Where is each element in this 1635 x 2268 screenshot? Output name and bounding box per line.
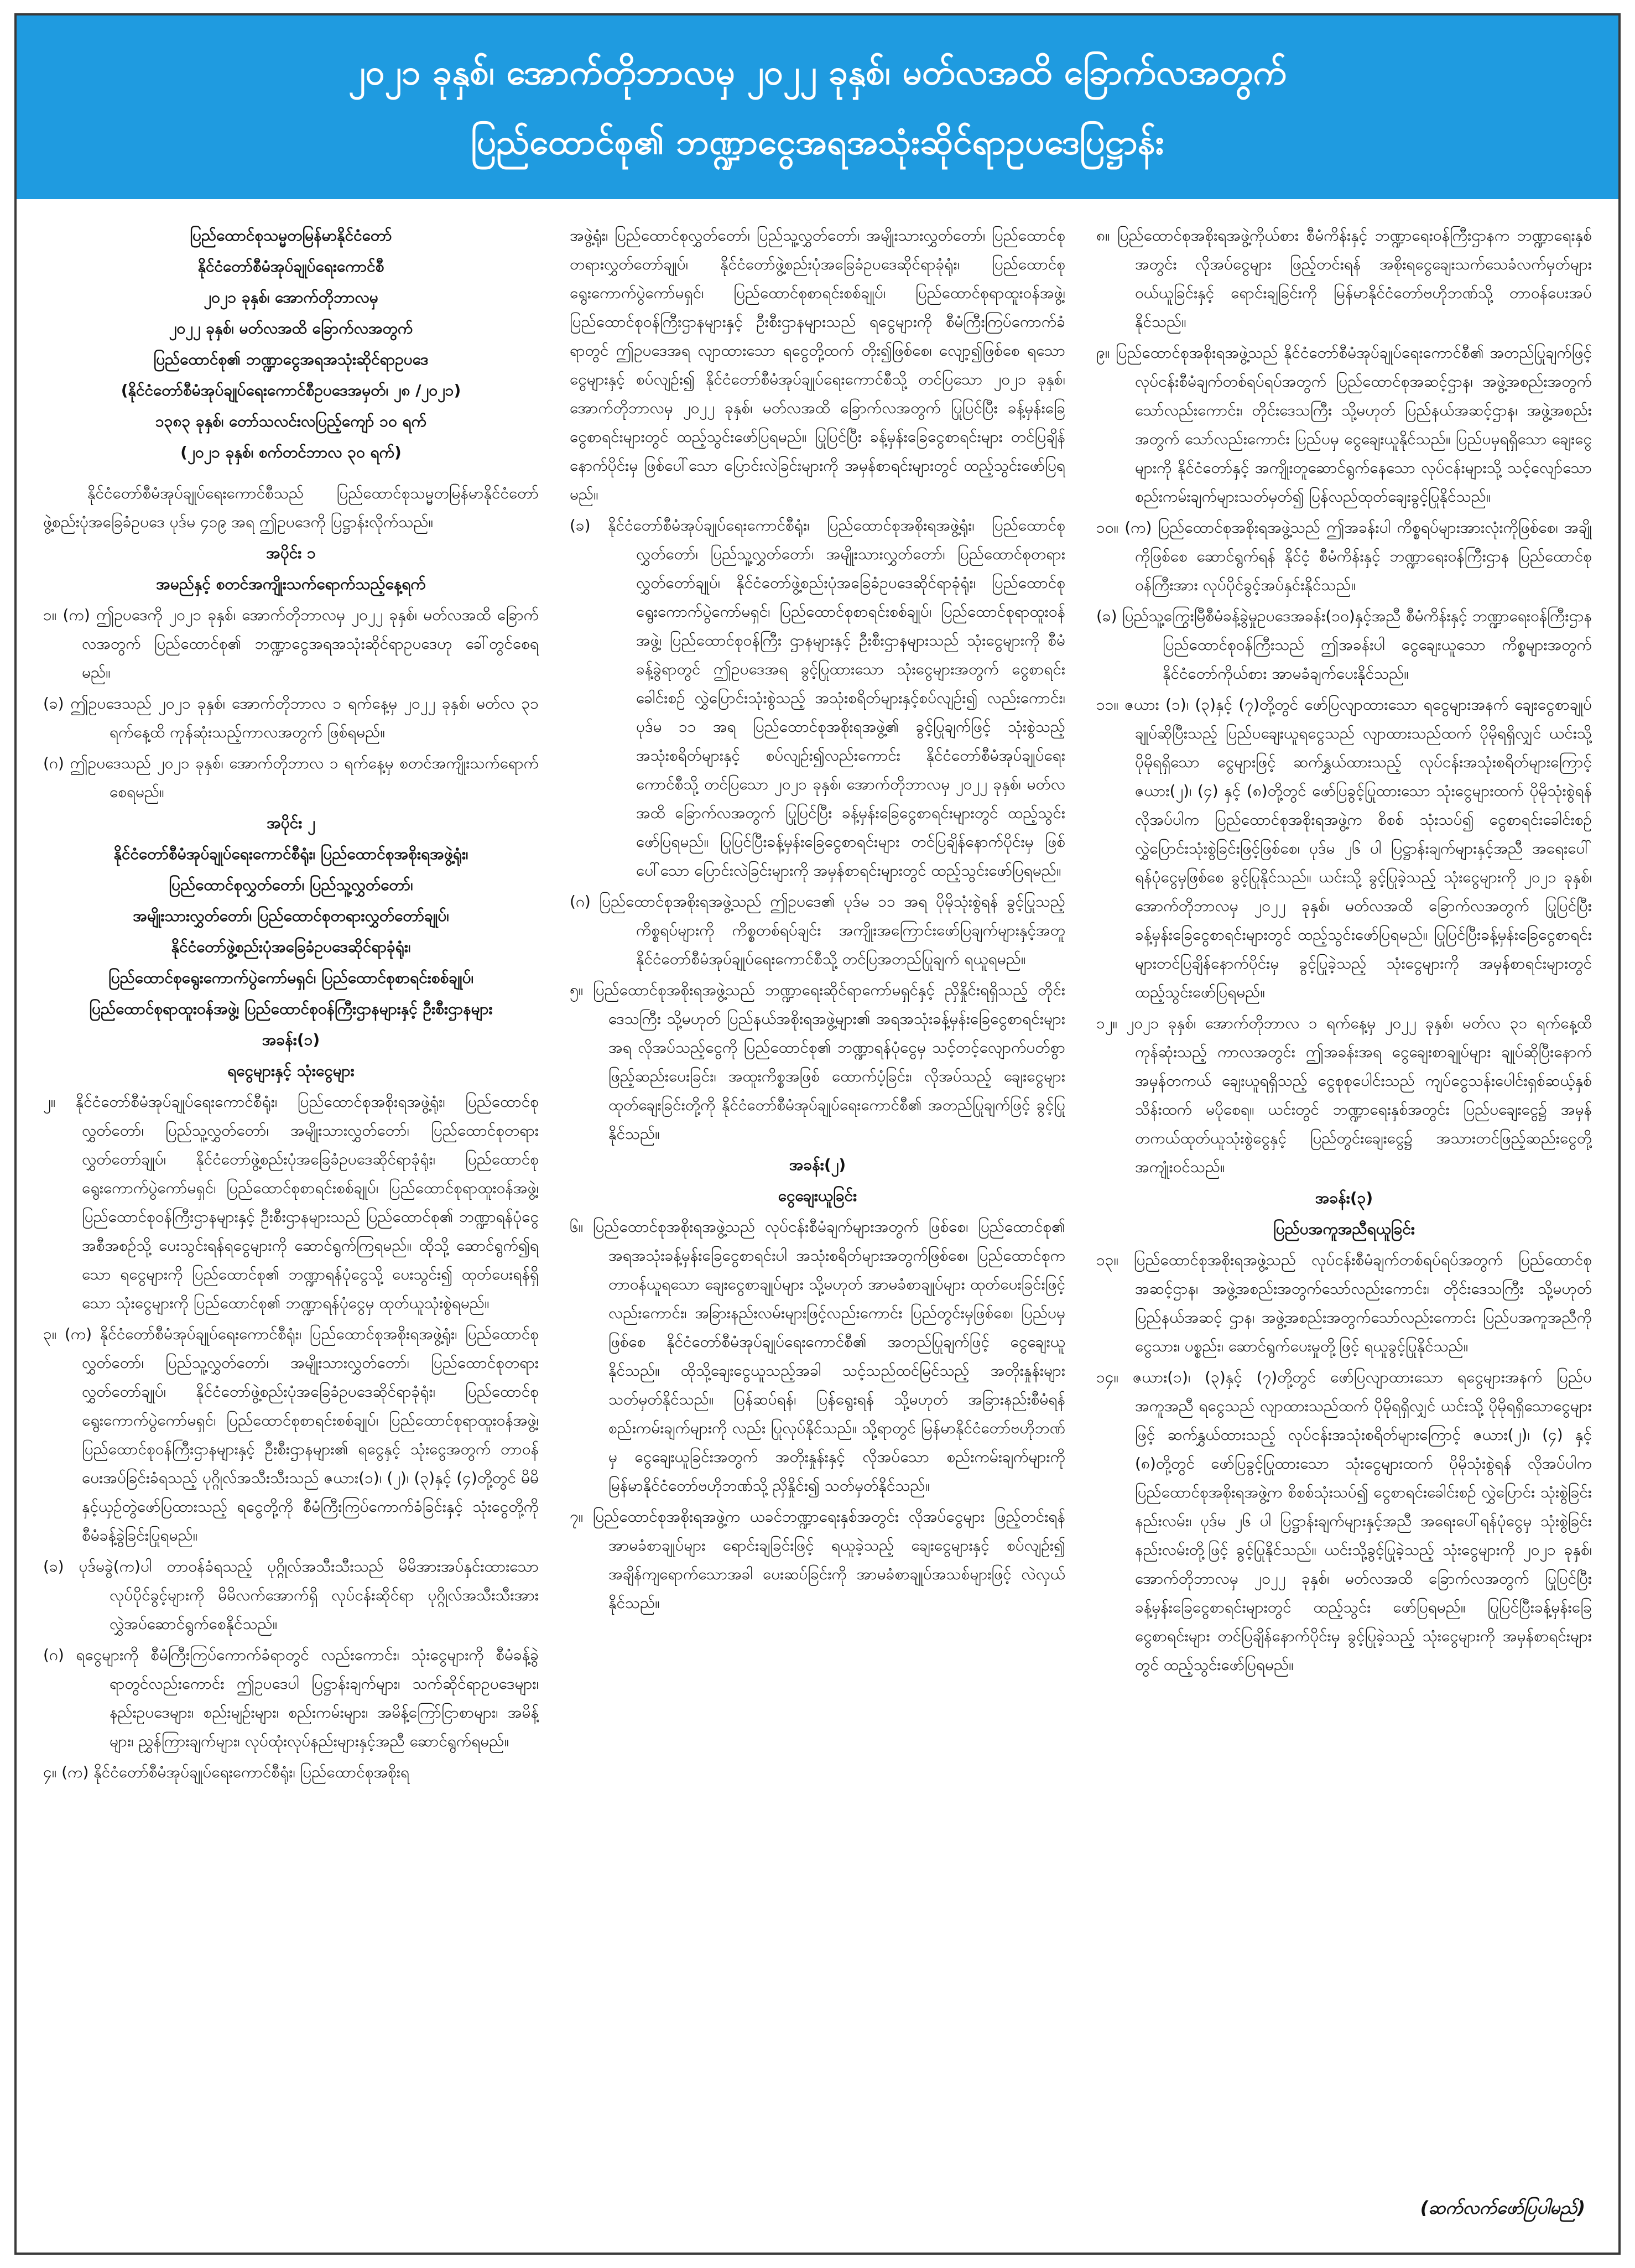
section-14: ၁၄။ ဇယား(၁)၊ (၃)နှင့် (၇)တို့တွင် ဖော်ပြလျာထားသော ရငွေများအနက် ပြည်ပအကူအညီ ရငွေသည် လျာထားသည်ထက် ပိုမိုရရှိလျှင် ယင်းသို့ ပိုမိုရရှိသောငွေများဖြင့် ဆက်နွှယ်ထားသည့် လုပ်ငန်းအသုံးစရိတ်များကြောင့် ဇယား(၂)၊ (၄) နှင့် (၈)တို့တွင် ဖော်ပြခွင့်ပြုထားသော သုံးငွေများထက် ပိုမိုသုံးစွဲရန် လိုအပ်ပါက ပြည်ထောင်စုအစိုးရအဖွဲ့က စိစစ်သုံးသပ်၍ ငွေစာရင်းခေါင်းစဉ် လွှဲပြောင်း သုံးစွဲခြင်းနည်းလမ်း၊ ပုဒ်မ ၂၆ ပါ ပြဋ္ဌာန်းချက်များနှင့်အညီ အရေးပေါ်ရန်ပုံငွေမှ သုံးစွဲခြင်းနည်းလမ်းတို့ဖြင့် ခွင့်ပြုနိုင်သည်။ ယင်းသို့ခွင့်ပြုခဲ့သည့် သုံးငွေများကို ၂၀၂၁ ခုနှစ်၊ အောက်တိုဘာလမှ ၂၀၂၂ ခုနှစ်၊ မတ်လအထိ ခြောက်လအတွက် ပြုပြင်ပြီးခန့်မှန်းခြေငွေစာရင်းများတွင် ထည့်သွင်း ဖော်ပြရမည်။ ပြုပြင်ပြီးခန့်မှန်းခြေငွေစာရင်းများ တင်ပြချိန်နောက်ပိုင်းမှ ခွင့်ပြုခဲ့သည့် သုံးငွေများကို အမှန်စာရင်းများတွင် ထည့်သွင်းဖော်ပြရမည်။ bbox=[1096, 1368, 1592, 1674]
chapter-1-title: အပိုင်း ၁ bbox=[266, 544, 316, 562]
section-13: ၁၃။ ပြည်ထောင်စုအစိုးရအဖွဲ့သည် လုပ်ငန်းစီမံချက်တစ်ရပ်ရပ်အတွက် ပြည်ထောင်စုအဆင့်ဌာန၊ အဖွဲ့အစည်းအတွက်သော်လည်းကောင်း၊ တိုင်းဒေသကြီး သို့မဟုတ် ပြည်နယ်အဆင့် ဌာန၊ အဖွဲ့အစည်းအတွက်သော်လည်းကောင်း ပြည်ပအကူအညီကို ငွေသား၊ ပစ္စည်း၊ ဆောင်ရွက်ပေးမှုတို့ဖြင့် ရယူခွင့်ပြုနိုင်သည်။ bbox=[1096, 1251, 1592, 1355]
chapter-1-subtitle: အမည်နှင့် စတင်အကျိုးသက်ရောက်သည့်နေ့ရက် bbox=[156, 575, 426, 593]
section-10b: (ခ) ပြည်သူ့ကြွေးမြီစီမံခန့်ခွဲမှုဥပဒေအခန်း(၁၀)နှင့်အညီ စီမံကိန်းနှင့် ဘဏ္ဍာရေးဝန်ကြီးဌာန ပြည်ထောင်စုဝန်ကြီးသည် ဤအခန်းပါ ငွေချေးယူသော ကိစ္စများအတွက် နိုင်ငံတော်ကိုယ်စား အာမခံချက်ပေးနိုင်သည်။ bbox=[1096, 607, 1592, 683]
section-12: ၁၂။ ၂၀၂၁ ခုနှစ်၊ အောက်တိုဘာလ ၁ ရက်နေ့မှ ၂၀၂၂ ခုနှစ်၊ မတ်လ ၃၁ ရက်နေ့ထိ ကုန်ဆုံးသည့် ကာလအတွင်း ဤအခန်းအရ ငွေချေးစာချုပ်များ ချုပ်ဆိုပြီးနောက် အမှန်တကယ် ချေးယူရရှိသည့် ငွေစုစုပေါင်းသည် ကျပ်ငွေသန်းပေါင်းရှစ်ဆယ့်နှစ်သိန်းထက် မပိုစေရ။ ယင်းတွင် ဘဏ္ဍာရေးနှစ်အတွင်း ပြည်ပချေးငွေ၌ အမှန်တကယ်ထုတ်ယူသုံးစွဲငွေနှင့် ပြည်တွင်းချေးငွေ၌ အသားတင်ဖြည့်ဆည်းငွေတို့ အကျုံးဝင်သည်။ bbox=[1096, 1014, 1592, 1176]
section-8: ၈။ ပြည်ထောင်စုအစိုးရအဖွဲ့ကိုယ်စား စီမံကိန်းနှင့် ဘဏ္ဍာရေးဝန်ကြီးဌာနက ဘဏ္ဍာရေးနှစ်အတွင်း လိုအပ်ငွေများ ဖြည့်တင်းရန် အစိုးရငွေချေးသက်သေခံလက်မှတ်များ ဝယ်ယူခြင်းနှင့် ရောင်းချခြင်းကို မြန်မာနိုင်ငံတော်ဗဟိုဘဏ်သို့ တာဝန်ပေးအပ်နိုင်သည်။ bbox=[1096, 226, 1592, 331]
section-group-1-title: အခန်း(၁) bbox=[262, 1031, 320, 1049]
title-line-1: ၂၀၂၁ ခုနှစ်၊ အောက်တိုဘာလမှ ၂၀၂၂ ခုနှစ်၊ မတ်လအထိ ခြောက်လအတွက် bbox=[348, 52, 1287, 92]
continued-note: (ဆက်လက်ဖော်ပြပါမည်) bbox=[1420, 2197, 1585, 2218]
section-3a: ၃။ (က) နိုင်ငံတော်စီမံအုပ်ချုပ်ရေးကောင်စီရုံး၊ ပြည်ထောင်စုအစိုးရအဖွဲ့ရုံး၊ ပြည်ထောင်စုလွှတ်တော်၊ ပြည်သူ့လွှတ်တော်၊ အမျိုးသားလွှတ်တော်၊ ပြည်ထောင်စုတရားလွှတ်တော်ချုပ်၊ နိုင်ငံတော်ဖွဲ့စည်းပုံအခြေခံဥပဒေဆိုင်ရာခုံရုံး၊ ပြည်ထောင်စုရွေးကောက်ပွဲကော်မရှင်၊ ပြည်ထောင်စုစာရင်းစစ်ချုပ်၊ ပြည်ထောင်စုရာထူးဝန်အဖွဲ့၊ ပြည်ထောင်စုဝန်ကြီးဌာနများနှင့် ဦးစီးဌာနများ၏ ရငွေနှင့် သုံးငွေအတွက် တာဝန်ပေးအပ်ခြင်းခံရသည့် ပုဂ္ဂိုလ်အသီးသီးသည် ဇယား(၁)၊ (၂)၊ (၃)နှင့် (၄)တို့တွင် မိမိနှင့်ယှဉ်တွဲဖော်ပြထားသည့် ရငွေတို့ကို စီမံကြီးကြပ်ကောက်ခံခြင်းနှင့် သုံးငွေတို့ကို စီမံခန့်ခွဲခြင်းပြုရမည်။ bbox=[43, 1325, 539, 1544]
section-group-2-title: အခန်း(၂) bbox=[789, 1156, 846, 1174]
header-line: (၂၀၂၁ ခုနှစ်၊ စက်တင်ဘာလ ၃၀ ရက်) bbox=[180, 443, 402, 461]
subtitle-line: နိုင်ငံတော်စီမံအုပ်ချုပ်ရေးကောင်စီရုံး၊ ပြည်ထောင်စုအစိုးရအဖွဲ့ရုံး၊ bbox=[113, 845, 468, 863]
header-line: ၁၃၈၃ ခုနှစ်၊ တော်သလင်းလပြည့်ကျော် ၁၀ ရက် bbox=[155, 412, 427, 430]
section-5: ၅။ ပြည်ထောင်စုအစိုးရအဖွဲ့သည် ဘဏ္ဍာရေးဆိုင်ရာကော်မရှင်နှင့် ညှိနှိုင်းရရှိသည့် တိုင်းဒေသကြီး သို့မဟုတ် ပြည်နယ်အစိုးရအဖွဲ့များ၏ အရအသုံးခန့်မှန်းခြေငွေစာရင်းများအရ လိုအပ်သည့်ငွေကို ပြည်ထောင်စု၏ ဘဏ္ဍာရန်ပုံငွေမှ သင့်တင့်လျောက်ပတ်စွာ ဖြည့်ဆည်းပေးခြင်း၊ အထူးကိစ္စအဖြစ် ထောက်ပံ့ခြင်း၊ လိုအပ်သည့် ချေးငွေများ ထုတ်ချေးခြင်းတို့ကို နိုင်ငံတော်စီမံအုပ်ချုပ်ရေးကောင်စီ၏ အတည်ပြုချက်ဖြင့် ခွင့်ပြုနိုင်သည်။ bbox=[570, 981, 1065, 1143]
chapter-2-subtitle bbox=[43, 840, 539, 1023]
header-line: ပြည်ထောင်စုသမ္မတမြန်မာနိုင်ငံတော် bbox=[190, 226, 392, 245]
section-group-3-subtitle: ပြည်ပအကူအညီရယူခြင်း bbox=[1273, 1220, 1415, 1238]
section-10a: ၁၀။ (က) ပြည်ထောင်စုအစိုးရအဖွဲ့သည် ဤအခန်းပါ ကိစ္စရပ်များအားလုံးကိုဖြစ်စေ၊ အချို့ကိုဖြစ်စေ ဆောင်ရွက်ရန် နိုင်ငံ့ စီမံကိန်းနှင့် ဘဏ္ဍာရေးဝန်ကြီးဌာန ပြည်ထောင်စုဝန်ကြီးအား လုပ်ပိုင်ခွင့်အပ်နှင်းနိုင်သည်။ bbox=[1096, 518, 1592, 594]
section-1c: (ဂ) ဤဥပဒေသည် ၂၀၂၁ ခုနှစ်၊ အောက်တိုဘာလ ၁ ရက်နေ့မှ စတင်အကျိုးသက်ရောက် စေရမည်။ bbox=[43, 754, 539, 801]
subtitle-line: အမျိုးသားလွှတ်တော်၊ ပြည်ထောင်စုတရားလွှတ်တော်ချုပ်၊ bbox=[133, 907, 449, 925]
header-line: (နိုင်ငံတော်စီမံအုပ်ချုပ်ရေးကောင်စီဥပဒေအမှတ်၊ ၂၈ /၂၀၂၁) bbox=[121, 381, 461, 399]
section-3b: (ခ) ပုဒ်မခွဲ(က)ပါ တာဝန်ခံရသည့် ပုဂ္ဂိုလ်အသီးသီးသည် မိမိအားအပ်နှင်းထားသော လုပ်ပိုင်ခွင့်များကို မိမိလက်အောက်ရှိ လုပ်ငန်းဆိုင်ရာ ပုဂ္ဂိုလ်အသီးသီးအား လွှဲအပ်ဆောင်ရွက်စေနိုင်သည်။ bbox=[43, 1557, 539, 1633]
subtitle-line: ပြည်ထောင်စုလွှတ်တော်၊ ပြည်သူ့လွှတ်တော်၊ bbox=[169, 876, 413, 894]
section-group-2-subtitle: ငွေချေးယူခြင်း bbox=[778, 1187, 857, 1205]
intro-paragraph: နိုင်ငံတော်စီမံအုပ်ချုပ်ရေးကောင်စီသည် ပြည်ထောင်စုသမ္မတမြန်မာနိုင်ငံတော် ဖွဲ့စည်းပုံအခြေခံဥပဒေ ပုဒ်မ ၄၁၉ အရ ဤဥပဒေကို ပြဋ္ဌာန်းလိုက်သည်။ bbox=[43, 484, 539, 531]
header-line: ၂၀၂၁ ခုနှစ်၊ အောက်တိုဘာလမှ bbox=[204, 288, 378, 306]
section-4c: (ဂ) ပြည်ထောင်စုအစိုးရအဖွဲ့သည် ဤဥပဒေ၏ ပုဒ်မ ၁၁ အရ ပိုမိုသုံးစွဲရန် ခွင့်ပြုသည့် ကိစ္စရပ်များကို ကိစ္စတစ်ရပ်ချင်း အကျိုးအကြောင်းဖော်ပြချက်များနှင့်အတူ နိုင်ငံတော်စီမံအုပ်ချုပ်ရေးကောင်စီသို့ တင်ပြအတည်ပြုချက် ရယူရမည်။ bbox=[570, 892, 1065, 968]
title-banner bbox=[17, 15, 1618, 199]
section-3c: (ဂ) ရငွေများကို စီမံကြီးကြပ်ကောက်ခံရာတွင် လည်းကောင်း၊ သုံးငွေများကို စီမံခန့်ခွဲရာတွင်လည်းကောင်း ဤဥပဒေပါ ပြဋ္ဌာန်းချက်များ၊ သက်ဆိုင်ရာဥပဒေများ၊ နည်းဥပဒေများ၊ စည်းမျဉ်းများ၊ စည်းကမ်းများ၊ အမိန့်ကြော်ငြာစာများ၊ အမိန့်များ၊ ညွှန်ကြားချက်များ၊ လုပ်ထုံးလုပ်နည်းများနှင့်အညီ ဆောင်ရွက်ရမည်။ bbox=[43, 1646, 539, 1750]
section-4b: (ခ) နိုင်ငံတော်စီမံအုပ်ချုပ်ရေးကောင်စီရုံး၊ ပြည်ထောင်စုအစိုးရအဖွဲ့ရုံး၊ ပြည်ထောင်စုလွှတ်တော်၊ ပြည်သူ့လွှတ်တော်၊ အမျိုးသားလွှတ်တော်၊ ပြည်ထောင်စုတရားလွှတ်တော်ချုပ်၊ နိုင်ငံတော်ဖွဲ့စည်းပုံအခြေခံဥပဒေဆိုင်ရာခုံရုံး၊ ပြည်ထောင်စုရွေးကောက်ပွဲကော်မရှင်၊ ပြည်ထောင်စုစာရင်းစစ်ချုပ်၊ ပြည်ထောင်စုရာထူးဝန်အဖွဲ့၊ ပြည်ထောင်စုဝန်ကြီး ဌာနများနှင့် ဦးစီးဌာနများသည် သုံးငွေများကို စီမံခန့်ခွဲရာတွင် ဤဥပဒေအရ ခွင့်ပြုထားသော သုံးငွေများအတွက် ငွေစာရင်းခေါင်းစဉ် လွှဲပြောင်းသုံးစွဲသည့် အသုံးစရိတ်များနှင့်စပ်လျဉ်း၍ လည်းကောင်း၊ ပုဒ်မ ၁၁ အရ ပြည်ထောင်စုအစိုးရအဖွဲ့၏ ခွင့်ပြုချက်ဖြင့် သုံးစွဲသည့် အသုံးစရိတ်များနှင့် စပ်လျဉ်း၍လည်းကောင်း နိုင်ငံတော်စီမံအုပ်ချုပ်ရေးကောင်စီသို့ တင်ပြသော ၂၀၂၁ ခုနှစ်၊ အောက်တိုဘာလမှ ၂၀၂၂ ခုနှစ်၊ မတ်လအထိ ခြောက်လအတွက် ပြုပြင်ပြီး ခန့်မှန်းခြေငွေစာရင်းများတွင် ထည့်သွင်းဖော်ပြရမည်။ ပြုပြင်ပြီးခန့်မှန်းခြေငွေစာရင်းများ တင်ပြချိန်နောက်ပိုင်းမှ ဖြစ်ပေါ်သော ပြောင်းလဲခြင်းများကို အမှန်စာရင်းများတွင် ထည့်သွင်းဖော်ပြရမည်။ bbox=[570, 516, 1065, 880]
subtitle-line: ပြည်ထောင်စုရာထူးဝန်အဖွဲ့၊ ပြည်ထောင်စုဝန်ကြီးဌာနများနှင့် ဦးစီးဌာနများ bbox=[89, 1000, 493, 1018]
section-9: ၉။ ပြည်ထောင်စုအစိုးရအဖွဲ့သည် နိုင်ငံတော်စီမံအုပ်ချုပ်ရေးကောင်စီ၏ အတည်ပြုချက်ဖြင့် လုပ်ငန်းစီမံချက်တစ်ရပ်ရပ်အတွက် ပြည်ထောင်စုအဆင့်ဌာန၊ အဖွဲ့အစည်းအတွက်သော်လည်းကောင်း၊ တိုင်းဒေသကြီး သို့မဟုတ် ပြည်နယ်အဆင့်ဌာန၊ အဖွဲ့အစည်းအတွက် သော်လည်းကောင်း ပြည်ပမှ ငွေချေးယူနိုင်သည်။ ပြည်ပမှရရှိသော ချေးငွေများကို နိုင်ငံတော်နှင့် အကျိုးတူဆောင်ရွက်နေသော လုပ်ငန်းများသို့ သင့်လျော်သော စည်းကမ်းချက်များသတ်မှတ်၍ ပြန်လည်ထုတ်ချေးခွင့်ပြုနိုင်သည်။ bbox=[1096, 344, 1592, 506]
section-group-3-title: အခန်း(၃) bbox=[1315, 1189, 1373, 1207]
article-body bbox=[43, 221, 1592, 2191]
subtitle-line: နိုင်ငံတော်ဖွဲ့စည်းပုံအခြေခံဥပဒေဆိုင်ရာခုံရုံး၊ bbox=[171, 938, 411, 956]
header-line: ပြည်ထောင်စု၏ ဘဏ္ဍာငွေအရအသုံးဆိုင်ရာဥပဒေ bbox=[153, 350, 429, 368]
section-2: ၂။ နိုင်ငံတော်စီမံအုပ်ချုပ်ရေးကောင်စီရုံး၊ ပြည်ထောင်စုအစိုးရအဖွဲ့ရုံး၊ ပြည်ထောင်စုလွှတ်တော်၊ ပြည်သူ့လွှတ်တော်၊ အမျိုးသားလွှတ်တော်၊ ပြည်ထောင်စုတရားလွှတ်တော်ချုပ်၊ နိုင်ငံတော်ဖွဲ့စည်းပုံအခြေခံဥပဒေဆိုင်ရာခုံရုံး၊ ပြည်ထောင်စုရွေးကောက်ပွဲကော်မရှင်၊ ပြည်ထောင်စုစာရင်းစစ်ချုပ်၊ ပြည်ထောင်စုရာထူးဝန်အဖွဲ့၊ ပြည်ထောင်စုဝန်ကြီးဌာနများနှင့် ဦးစီးဌာနများသည် ပြည်ထောင်စု၏ ဘဏ္ဍာရန်ပုံငွေအစီအစဉ်သို့ ပေးသွင်းရန်ရငွေများကို ဆောင်ရွက်ကြရမည်။ ထိုသို့ ဆောင်ရွက်၍ရသော ရငွေများကို ပြည်ထောင်စု၏ ဘဏ္ဍာရန်ပုံငွေသို့ ပေးသွင်း၍ ထုတ်ပေးရန်ရှိသော သုံးငွေများကို ပြည်ထောင်စု၏ ဘဏ္ဍာရန်ပုံငွေမှ ထုတ်ယူသုံးစွဲရမည်။ bbox=[43, 1093, 539, 1312]
column-2 bbox=[570, 221, 1065, 2191]
chapter-2-title: အပိုင်း ၂ bbox=[267, 814, 315, 832]
section-6: ၆။ ပြည်ထောင်စုအစိုးရအဖွဲ့သည် လုပ်ငန်းစီမံချက်များအတွက် ဖြစ်စေ၊ ပြည်ထောင်စု၏ အရအသုံးခန့်မှန်းခြေငွေစာရင်းပါ အသုံးစရိတ်များအတွက်ဖြစ်စေ၊ ပြည်ထောင်စုက တာဝန်ယူရသော ချေးငွေစာချုပ်များ သို့မဟုတ် အာမခံစာချုပ်များ ထုတ်ပေးခြင်းဖြင့် လည်းကောင်း၊ အခြားနည်းလမ်းများဖြင့်လည်းကောင်း ပြည်တွင်းမှဖြစ်စေ၊ ပြည်ပမှဖြစ်စေ နိုင်ငံတော်စီမံအုပ်ချုပ်ရေးကောင်စီ၏ အတည်ပြုချက်ဖြင့် ငွေချေးယူနိုင်သည်။ ထိုသို့ချေးငွေယူသည့်အခါ သင့်သည်ထင်မြင်သည့် အတိုးနှုန်းများသတ်မှတ်နိုင်သည်။ ပြန်ဆပ်ရန်၊ ပြန်ရွေးရန် သို့မဟုတ် အခြားနည်းစီမံရန် စည်းကမ်းချက်များကို လည်း ပြုလုပ်နိုင်သည်။ သို့ရာတွင် မြန်မာနိုင်ငံတော်ဗဟိုဘဏ်မှ ငွေချေးယူခြင်းအတွက် အတိုးနှုန်းနှင့် လိုအပ်သော စည်းကမ်းချက်များကို မြန်မာနိုင်ငံတော်ဗဟိုဘဏ်သို့ ညှိနှိုင်း၍ သတ်မှတ်နိုင်သည်။ bbox=[570, 1218, 1065, 1495]
section-11: ၁၁။ ဇယား (၁)၊ (၃)နှင့် (၇)တို့တွင် ဖော်ပြလျာထားသော ရငွေများအနက် ချေးငွေစာချုပ် ချုပ်ဆိုပြီးသည့် ပြည်ပချေးယူရငွေသည် လျာထားသည်ထက် ပိုမိုရရှိလျှင် ယင်းသို့ ပိုမိုရရှိသော ငွေများဖြင့် ဆက်နွှယ်ထားသည့် လုပ်ငန်းအသုံးစရိတ်များကြောင့် ဇယား(၂)၊ (၄) နှင့် (၈)တို့တွင် ဖော်ပြခွင့်ပြုထားသော သုံးငွေများထက် ပိုမိုသုံးစွဲရန် လိုအပ်ပါက ပြည်ထောင်စုအစိုးရအဖွဲ့က စိစစ် သုံးသပ်၍ ငွေစာရင်းခေါင်းစဉ်လွှဲပြောင်းသုံးစွဲခြင်းဖြင့်ဖြစ်စေ၊ ပုဒ်မ ၂၆ ပါ ပြဋ္ဌာန်းချက်များနှင့်အညီ အရေးပေါ်ရန်ပုံငွေမှဖြစ်စေ ခွင့်ပြုနိုင်သည်။ ယင်းသို့ ခွင့်ပြုခဲ့သည့် သုံးငွေများကို ၂၀၂၁ ခုနှစ်၊ အောက်တိုဘာလမှ ၂၀၂၂ ခုနှစ်၊ မတ်လအထိ ခြောက်လအတွက် ပြုပြင်ပြီးခန့်မှန်းခြေငွေစာရင်းများတွင် ထည့်သွင်းဖော်ပြရမည်။ ပြုပြင်ပြီးခန့်မှန်းခြေငွေစာရင်းများတင်ပြချိန်နောက်ပိုင်းမှ ခွင့်ပြုခဲ့သည့် သုံးငွေများကို အမှန်စာရင်းများတွင် ထည့်သွင်းဖော်ပြရမည်။ bbox=[1096, 695, 1592, 1001]
newspaper-page bbox=[14, 13, 1621, 2255]
column-3 bbox=[1096, 221, 1592, 2191]
title-line-2: ပြည်ထောင်စု၏ ဘဏ္ဍာငွေအရအသုံးဆိုင်ရာဥပဒေပြဋ္ဌာန်း bbox=[471, 122, 1164, 162]
column-1 bbox=[43, 221, 539, 2191]
law-header bbox=[43, 221, 539, 467]
section-group-1-subtitle: ရငွေများနှင့် သုံးငွေများ bbox=[227, 1062, 355, 1080]
section-1a: ၁။ (က) ဤဥပဒေကို ၂၀၂၁ ခုနှစ်၊ အောက်တိုဘာလမှ ၂၀၂၂ ခုနှစ်၊ မတ်လအထိ ခြောက်လအတွက် ပြည်ထောင်စု၏ ဘဏ္ဍာငွေအရအသုံးဆိုင်ရာဥပဒေဟု ခေါ်တွင်စေရမည်။ bbox=[43, 606, 539, 682]
section-1b: (ခ) ဤဥပဒေသည် ၂၀၂၁ ခုနှစ်၊ အောက်တိုဘာလ ၁ ရက်နေ့မှ ၂၀၂၂ ခုနှစ်၊ မတ်လ ၃၁ ရက်နေ့ထိ ကုန်ဆုံးသည့်ကာလအတွက် ဖြစ်ရမည်။ bbox=[43, 694, 539, 741]
section-7: ၇။ ပြည်ထောင်စုအစိုးရအဖွဲ့က ယခင်ဘဏ္ဍာရေးနှစ်အတွင်း လိုအပ်ငွေများ ဖြည့်တင်းရန် အာမခံစာချုပ်များ ရောင်းချခြင်းဖြင့် ရယူခဲ့သည့် ချေးငွေများနှင့် စပ်လျဉ်း၍ အချိန်ကျရောက်သောအခါ ပေးဆပ်ခြင်းကို အာမခံစာချုပ်အသစ်များဖြင့် လဲလှယ်နိုင်သည်။ bbox=[570, 1507, 1065, 1612]
header-line: နိုင်ငံတော်စီမံအုပ်ချုပ်ရေးကောင်စီ bbox=[197, 257, 384, 275]
section-4-start: ၄။ (က) နိုင်ငံတော်စီမံအုပ်ချုပ်ရေးကောင်စီရုံး၊ ပြည်ထောင်စုအစိုးရ bbox=[43, 1763, 410, 1781]
subtitle-line: ပြည်ထောင်စုရွေးကောက်ပွဲကော်မရှင်၊ ပြည်ထောင်စုစာရင်းစစ်ချုပ်၊ bbox=[108, 969, 473, 987]
section-4a-continued: အဖွဲ့ရုံး၊ ပြည်ထောင်စုလွှတ်တော်၊ ပြည်သူ့လွှတ်တော်၊ အမျိုးသားလွှတ်တော်၊ ပြည်ထောင်စုတရားလွှတ်တော်ချုပ်၊ နိုင်ငံတော်ဖွဲ့စည်းပုံအခြေခံဥပဒေဆိုင်ရာခုံရုံး၊ ပြည်ထောင်စုရွေးကောက်ပွဲကော်မရှင်၊ ပြည်ထောင်စုစာရင်းစစ်ချုပ်၊ ပြည်ထောင်စုရာထူးဝန်အဖွဲ့၊ ပြည်ထောင်စုဝန်ကြီးဌာနများနှင့် ဦးစီးဌာနများသည် ရငွေများကို စီမံကြီးကြပ်ကောက်ခံရာတွင် ဤဥပဒေအရ လျာထားသော ရငွေတို့ထက် တိုး၍ဖြစ်စေ၊ လျော့၍ဖြစ်စေ ရသောငွေများနှင့် စပ်လျဉ်း၍ နိုင်ငံတော်စီမံအုပ်ချုပ်ရေးကောင်စီသို့ တင်ပြသော ၂၀၂၁ ခုနှစ်၊ အောက်တိုဘာလမှ ၂၀၂၂ ခုနှစ်၊ မတ်လအထိ ခြောက်လအတွက် ပြုပြင်ပြီး ခန့်မှန်းခြေငွေစာရင်းများတွင် ထည့်သွင်းဖော်ပြရမည်။ ပြုပြင်ပြီး ခန့်မှန်းခြေငွေစာရင်းများ တင်ပြချိန်နောက်ပိုင်းမှ ဖြစ်ပေါ်သော ပြောင်းလဲခြင်းများကို အမှန်စာရင်းများတွင် ထည့်သွင်းဖော်ပြရမည်။ bbox=[570, 226, 1065, 503]
header-line: ၂၀၂၂ ခုနှစ်၊ မတ်လအထိ ခြောက်လအတွက် bbox=[169, 319, 413, 337]
